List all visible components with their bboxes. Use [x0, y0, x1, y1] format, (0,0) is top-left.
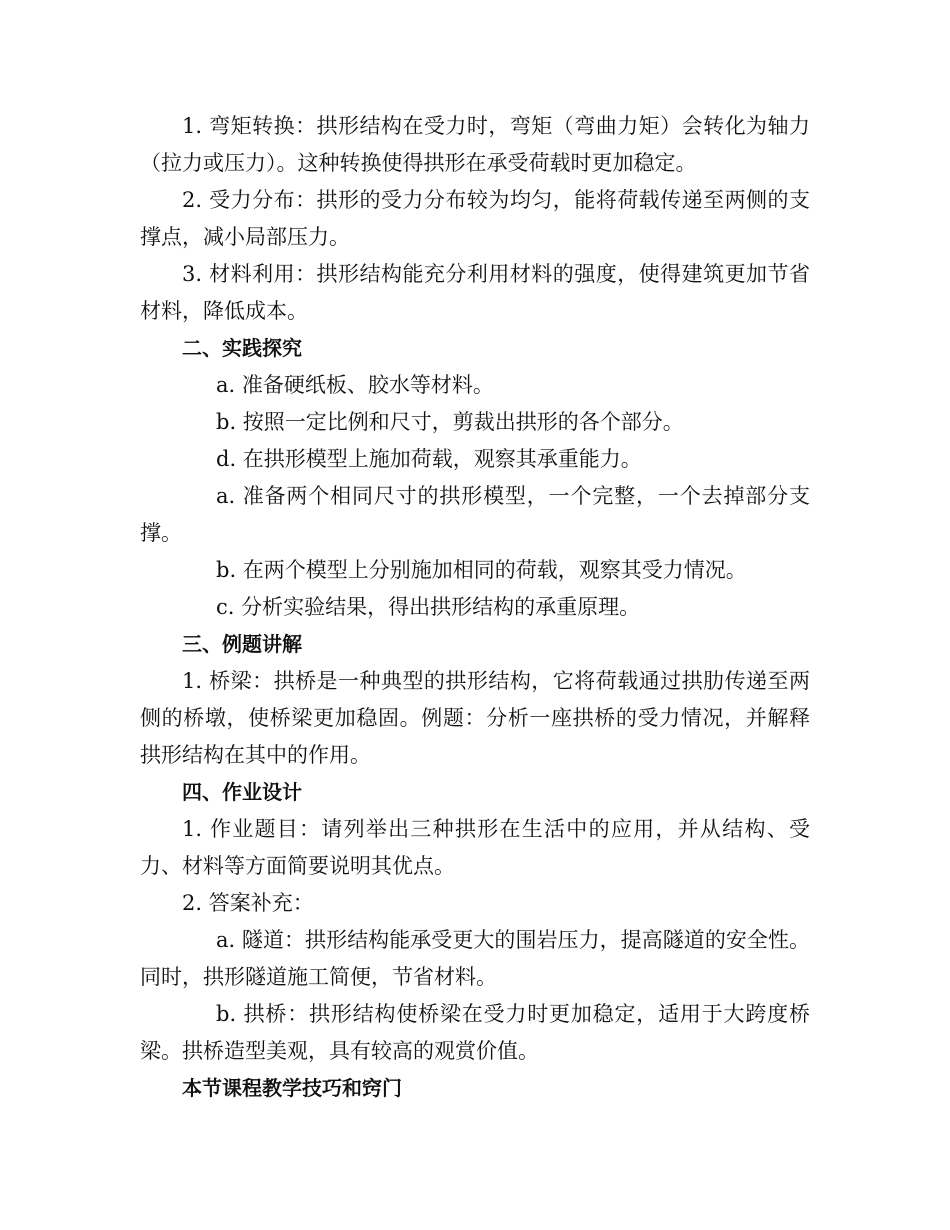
section-heading-examples: 三、例题讲解 — [182, 632, 302, 656]
list-item: a. 准备两个相同尺寸的拱形模型，一个完整，一个去掉部分支撑。 — [140, 484, 810, 545]
list-item: b. 拱桥：拱形结构使桥梁在受力时更加稳定，适用于大跨度桥梁。拱桥造型美观，具有较高的观赏价值。 — [140, 1002, 810, 1063]
list-item: b. 按照一定比例和尺寸，剪裁出拱形的各个部分。 — [216, 410, 684, 434]
section-heading-homework: 四、作业设计 — [182, 780, 302, 804]
list-item: a. 隧道：拱形结构能承受更大的围岩压力，提高隧道的安全性。同时，拱形隧道施工简便，节省材料。 — [140, 928, 810, 989]
paragraph-answer-supplement: 2. 答案补充： — [182, 891, 314, 915]
section-heading-practice: 二、实践探究 — [182, 336, 302, 360]
paragraph-material-usage: 3. 材料利用：拱形结构能充分利用材料的强度，使得建筑更加节省材料，降低成本。 — [140, 262, 810, 323]
list-item: d. 在拱形模型上施加荷载，观察其承重能力。 — [216, 447, 642, 471]
document-page — [140, 108, 810, 1107]
paragraph-homework-task: 1. 作业题目：请列举出三种拱形在生活中的应用，并从结构、受力、材料等方面简要说明其优点。 — [140, 817, 810, 878]
list-item: a. 准备硬纸板、胶水等材料。 — [216, 373, 494, 397]
section-heading-teaching-tips: 本节课程教学技巧和窍门 — [182, 1076, 402, 1100]
paragraph-force-distribution: 2. 受力分布：拱形的受力分布较为均匀，能将荷载传递至两侧的支撑点，减小局部压力。 — [140, 188, 810, 249]
list-item: c. 分析实验结果，得出拱形结构的承重原理。 — [216, 595, 641, 619]
paragraph-moment-conversion: 1. 弯矩转换：拱形结构在受力时，弯矩（弯曲力矩）会转化为轴力（拉力或压力）。这种转换使得拱形在承受荷载时更加稳定。 — [140, 114, 810, 175]
list-item: b. 在两个模型上分别施加相同的荷载，观察其受力情况。 — [216, 558, 747, 582]
paragraph-bridge-example: 1. 桥梁：拱桥是一种典型的拱形结构，它将荷载通过拱肋传递至两侧的桥墩，使桥梁更加稳固。例题：分析一座拱桥的受力情况，并解释拱形结构在其中的作用。 — [140, 669, 810, 767]
